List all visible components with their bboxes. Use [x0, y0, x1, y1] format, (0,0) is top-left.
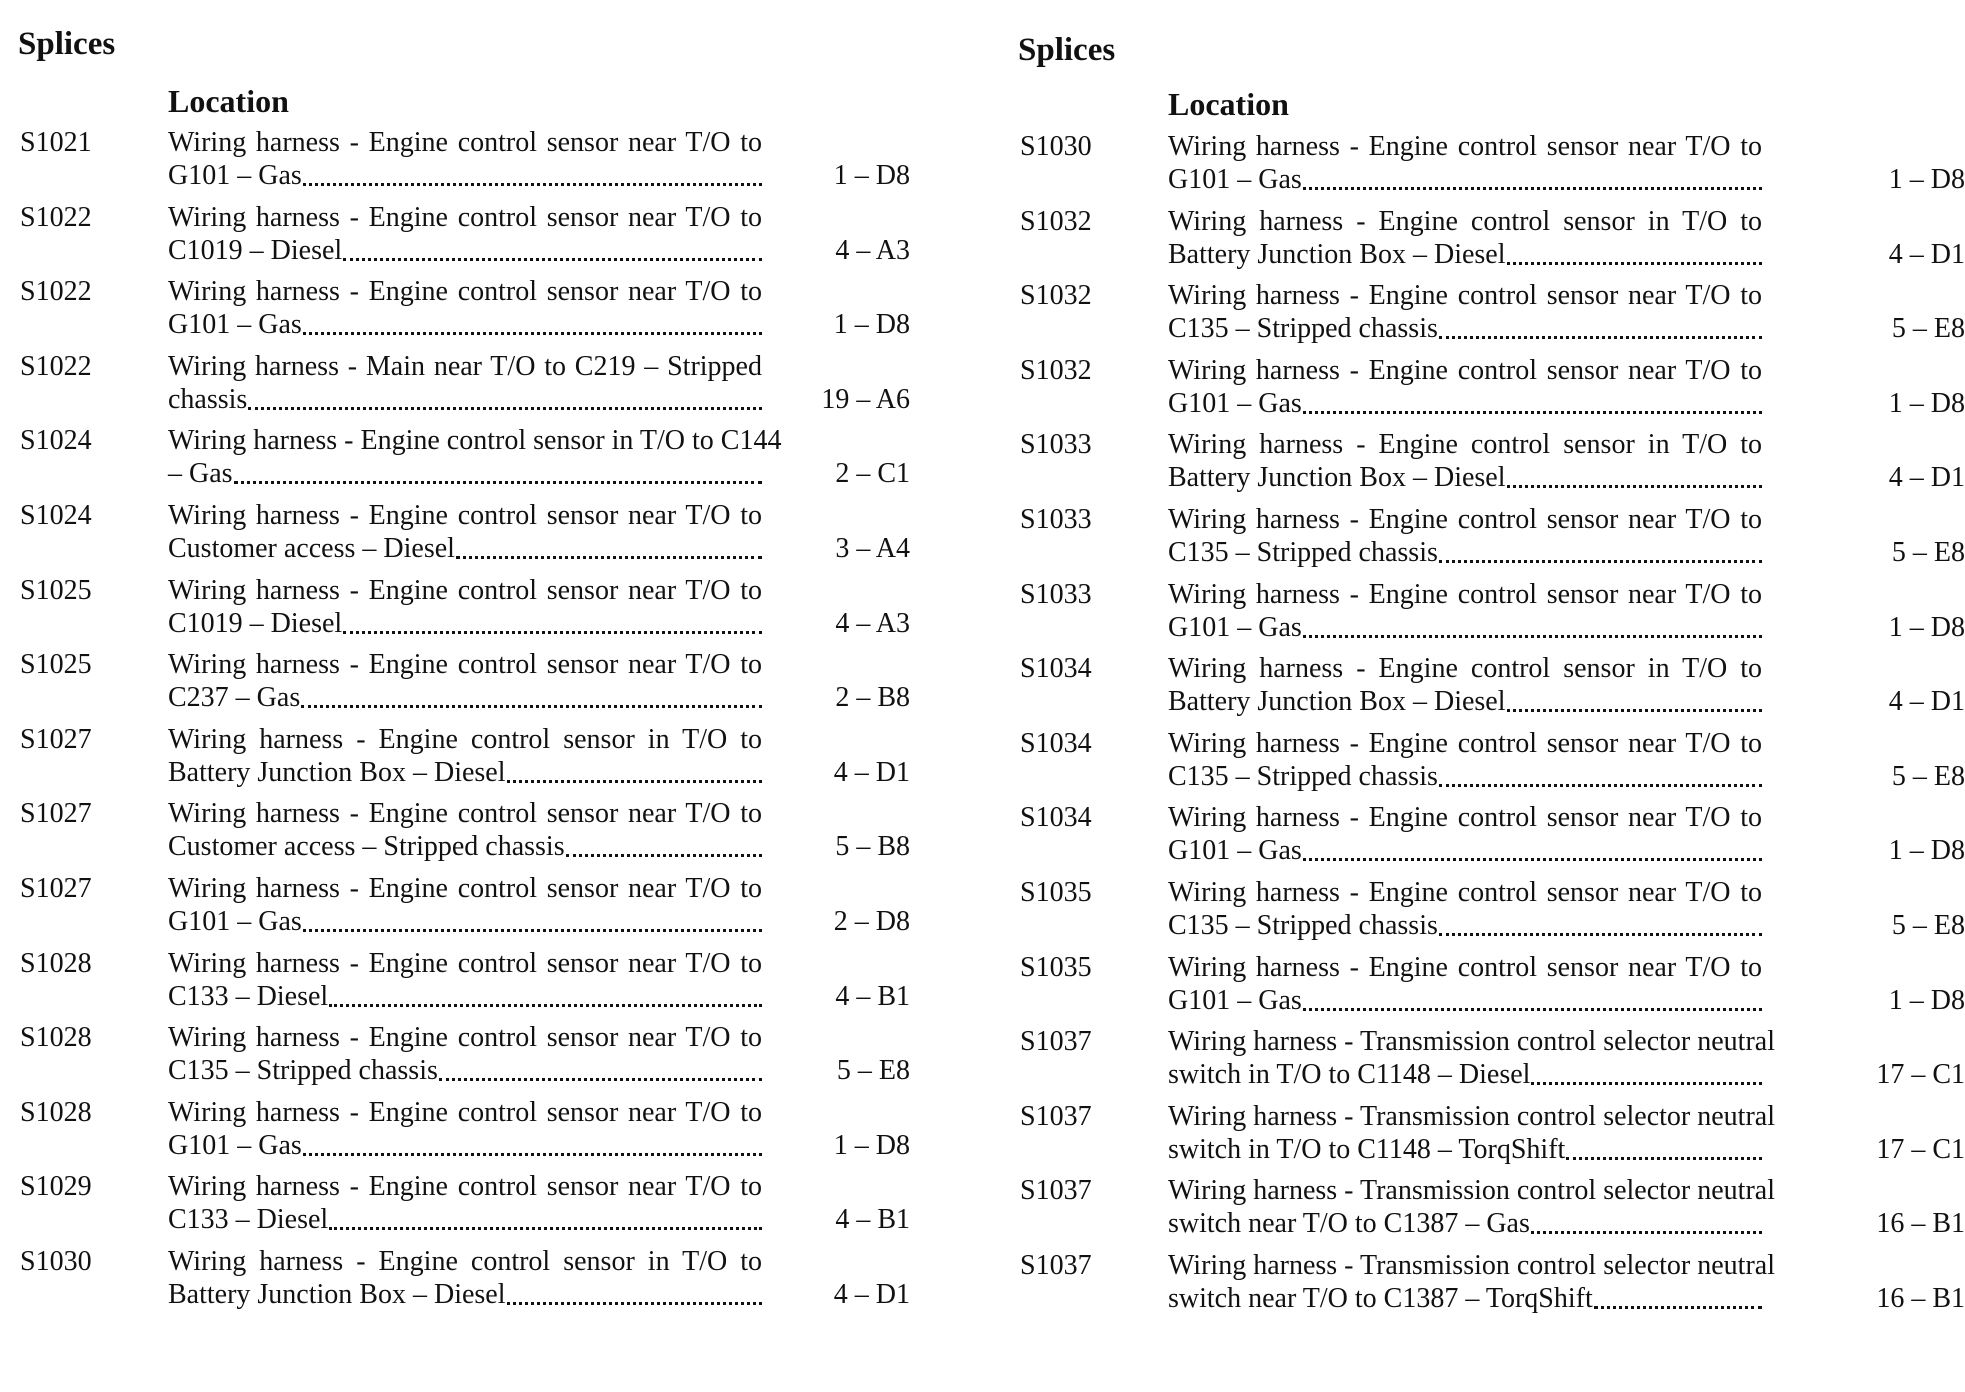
location-line-2: [168, 308, 762, 341]
splice-location: [1168, 1249, 1775, 1315]
location-line-2-text: C1019 – Diesel: [168, 607, 343, 639]
splice-location: [1168, 428, 1762, 494]
splice-location: [168, 1170, 762, 1236]
dot-leader: [303, 905, 762, 932]
dot-leader: [1303, 163, 1762, 190]
splice-row: [0, 1170, 940, 1245]
location-line-2: [168, 681, 762, 714]
splice-row: [0, 275, 940, 350]
location-line-1: Wiring harness - Engine control sensor near T/O to: [168, 947, 762, 979]
page-reference: 1 – D8: [1888, 164, 1965, 195]
splice-list: [1000, 130, 1965, 1324]
splice-id: S1032: [1020, 280, 1092, 312]
splice-id: S1034: [1020, 653, 1092, 685]
splice-id: S1024: [20, 425, 92, 457]
location-line-2: [168, 234, 762, 267]
splice-location: [1168, 130, 1762, 196]
splice-id: S1035: [1020, 951, 1092, 983]
page-reference: 1 – D8: [1888, 984, 1965, 1016]
splice-location: [1168, 652, 1762, 718]
location-line-2: [1168, 461, 1762, 494]
dot-leader: [329, 1203, 762, 1230]
location-line-2: [168, 1129, 762, 1162]
splice-row: [1000, 130, 1965, 205]
splice-list: [0, 126, 940, 1320]
splice-row: [1000, 205, 1965, 280]
dot-leader: [1439, 536, 1762, 563]
location-line-2: [1168, 1133, 1762, 1166]
page-reference: 16 – B1: [1876, 1208, 1965, 1240]
splice-id: S1025: [20, 649, 92, 681]
location-column-header: Location: [1168, 86, 1289, 122]
dot-leader: [343, 607, 762, 634]
splice-location: [168, 872, 762, 938]
splice-location: [168, 648, 762, 714]
dot-leader: [303, 1129, 762, 1156]
location-line-2: [1168, 760, 1762, 793]
page-reference: 1 – D8: [833, 160, 910, 191]
splice-id: S1033: [1020, 503, 1092, 535]
dot-leader: [1439, 760, 1762, 787]
dot-leader: [507, 756, 762, 783]
splice-location: [168, 723, 762, 789]
splice-row: [1000, 279, 1965, 354]
splice-row: [0, 947, 940, 1022]
location-line-2: [1168, 611, 1762, 644]
page-reference: 2 – D8: [833, 905, 910, 937]
splice-location: [1168, 951, 1762, 1017]
splice-location: [1168, 354, 1762, 420]
splice-id: S1027: [20, 798, 92, 830]
dot-leader: [1531, 1207, 1762, 1234]
location-line-2-text: Customer access – Diesel: [168, 532, 455, 564]
page-reference: 17 – C1: [1876, 1059, 1965, 1091]
location-line-2: [168, 383, 762, 416]
location-line-1: Wiring harness - Engine control sensor near T/O to: [1168, 280, 1762, 312]
location-line-2-text: Battery Junction Box – Diesel: [168, 756, 506, 788]
location-line-2-text: C135 – Stripped chassis: [1168, 909, 1438, 941]
dot-leader: [303, 159, 762, 186]
dot-leader: [456, 532, 762, 559]
page-reference: 5 – E8: [1891, 313, 1965, 345]
splice-id: S1025: [20, 574, 92, 606]
page-reference: 1 – D8: [1888, 835, 1965, 867]
page-reference: 5 – B8: [835, 831, 910, 863]
location-line-2: [1168, 536, 1762, 569]
splice-row: [1000, 727, 1965, 802]
location-line-1: Wiring harness - Engine control sensor near T/O to: [168, 201, 762, 233]
page-reference: 4 – D1: [1888, 238, 1965, 270]
dot-leader: [1303, 984, 1762, 1011]
splice-location: [168, 574, 762, 640]
splice-row: [1000, 1100, 1965, 1175]
dot-leader: [439, 1054, 762, 1081]
page-reference: 2 – B8: [835, 682, 910, 714]
splice-row: [0, 1245, 940, 1320]
location-line-2-text: switch near T/O to C1387 – Gas: [1168, 1208, 1530, 1240]
splice-row: [1000, 1025, 1965, 1100]
location-line-2-text: – Gas: [168, 458, 233, 490]
dot-leader: [1303, 387, 1762, 414]
location-line-2-text: C135 – Stripped chassis: [168, 1055, 438, 1087]
location-line-2-text: G101 – Gas: [168, 905, 302, 937]
location-line-2-text: C1019 – Diesel: [168, 234, 343, 266]
location-line-1: Wiring harness - Engine control sensor near T/O to: [1168, 727, 1762, 759]
splice-row: [1000, 951, 1965, 1026]
splice-location: [168, 350, 762, 416]
splice-id: S1028: [20, 1096, 92, 1128]
splice-row: [1000, 354, 1965, 429]
location-line-2: [1168, 909, 1762, 942]
location-line-1: Wiring harness - Engine control sensor near T/O to: [1168, 131, 1762, 162]
splice-location: [1168, 205, 1762, 271]
location-line-1: Wiring harness - Engine control sensor near T/O to: [1168, 578, 1762, 610]
location-line-2-text: C133 – Diesel: [168, 980, 329, 1012]
location-line-2-text: C133 – Diesel: [168, 1204, 329, 1236]
location-line-2: [1168, 238, 1762, 271]
page-reference: 5 – E8: [1891, 536, 1965, 568]
splice-location: [1168, 1025, 1775, 1091]
page-reference: 17 – C1: [1876, 1133, 1965, 1165]
location-line-2-text: C135 – Stripped chassis: [1168, 313, 1438, 345]
location-line-2-text: G101 – Gas: [168, 160, 302, 191]
location-line-1: Wiring harness - Engine control sensor in T/O to: [168, 1245, 762, 1277]
location-line-2-text: G101 – Gas: [168, 1129, 302, 1161]
dot-leader: [507, 1278, 762, 1305]
splice-id: S1028: [20, 1022, 92, 1054]
page-reference: 5 – E8: [1891, 760, 1965, 792]
location-line-1: Wiring harness - Engine control sensor near T/O to: [168, 798, 762, 830]
page-reference: 1 – D8: [833, 1129, 910, 1161]
location-line-1: Wiring harness - Engine control sensor in T/O to: [1168, 205, 1762, 237]
splice-row: [1000, 578, 1965, 653]
splice-id: S1021: [20, 127, 92, 158]
dot-leader: [301, 681, 762, 708]
splice-id: S1037: [1020, 1249, 1092, 1281]
location-line-2: [1168, 1207, 1762, 1240]
page-reference: 19 – A6: [821, 383, 910, 415]
location-line-2: [1168, 1058, 1762, 1091]
location-line-1: Wiring harness - Engine control sensor near T/O to: [1168, 354, 1762, 386]
splice-row: [0, 201, 940, 276]
section-heading: Splices: [18, 26, 116, 62]
location-line-1: Wiring harness - Transmission control selector neutral: [1168, 1175, 1775, 1207]
splice-id: S1027: [20, 872, 92, 904]
location-line-1: Wiring harness - Engine control sensor in T/O to: [1168, 429, 1762, 461]
location-line-2: [168, 159, 762, 192]
splice-row: [1000, 503, 1965, 578]
splice-row: [1000, 1174, 1965, 1249]
location-line-1: Wiring harness - Engine control sensor near T/O to: [1168, 876, 1762, 908]
location-line-1: Wiring harness - Engine control sensor near T/O to: [168, 649, 762, 681]
page-reference: 16 – B1: [1876, 1282, 1965, 1314]
splice-row: [0, 350, 940, 425]
splice-location: [168, 201, 762, 267]
dot-leader: [329, 980, 762, 1007]
splice-row: [0, 126, 940, 201]
splice-id: S1030: [1020, 131, 1092, 162]
location-line-2: [168, 607, 762, 640]
location-line-2: [1168, 984, 1762, 1017]
splice-location: [1168, 1100, 1775, 1166]
dot-leader: [1507, 461, 1762, 488]
splice-location: [1168, 801, 1762, 867]
location-line-2: [168, 1054, 762, 1087]
splice-location: [168, 1021, 762, 1087]
splice-id: S1032: [1020, 354, 1092, 386]
dot-leader: [1439, 312, 1762, 339]
splice-id: S1033: [1020, 429, 1092, 461]
splice-row: [1000, 876, 1965, 951]
splice-id: S1024: [20, 499, 92, 531]
location-line-2-text: C135 – Stripped chassis: [1168, 760, 1438, 792]
location-line-1: Wiring harness - Engine control sensor near T/O to: [1168, 802, 1762, 834]
splice-location: [168, 275, 762, 341]
splice-location: [168, 126, 762, 192]
location-line-2-text: C237 – Gas: [168, 682, 301, 714]
splice-row: [0, 872, 940, 947]
splice-row: [0, 648, 940, 723]
location-line-1: Wiring harness - Engine control sensor near T/O to: [168, 1171, 762, 1203]
dot-leader: [1303, 611, 1762, 638]
location-line-1: Wiring harness - Transmission control selector neutral: [1168, 1026, 1775, 1058]
location-line-2-text: G101 – Gas: [1168, 984, 1302, 1016]
splice-id: S1034: [1020, 727, 1092, 759]
page-reference: 4 – A3: [835, 234, 910, 266]
location-line-2-text: Customer access – Stripped chassis: [168, 831, 565, 863]
location-line-2-text: Battery Junction Box – Diesel: [1168, 462, 1506, 494]
splice-id: S1032: [1020, 205, 1092, 237]
location-line-1: Wiring harness - Main near T/O to C219 – Stripped: [168, 350, 762, 382]
splice-location: [1168, 727, 1762, 793]
location-line-1: Wiring harness - Engine control sensor in T/O to: [1168, 653, 1762, 685]
location-line-1: Wiring harness - Transmission control selector neutral: [1168, 1249, 1775, 1281]
location-line-2-text: C135 – Stripped chassis: [1168, 536, 1438, 568]
location-line-2-text: Battery Junction Box – Diesel: [1168, 238, 1506, 270]
splice-location: [168, 1245, 762, 1311]
right-column: [1000, 0, 1965, 1392]
location-line-2-text: chassis: [168, 383, 248, 415]
location-line-2-text: switch in T/O to C1148 – TorqShift: [1168, 1133, 1566, 1165]
splice-row: [0, 1096, 940, 1171]
page-reference: 4 – D1: [1888, 686, 1965, 718]
location-line-2-text: Battery Junction Box – Diesel: [1168, 686, 1506, 718]
splice-id: S1030: [20, 1245, 92, 1277]
dot-leader: [1531, 1058, 1762, 1085]
location-line-2-text: G101 – Gas: [1168, 387, 1302, 419]
dot-leader: [1566, 1133, 1762, 1160]
page-reference: 5 – E8: [1891, 909, 1965, 941]
page-reference: 1 – D8: [1888, 611, 1965, 643]
location-line-2: [1168, 685, 1762, 718]
location-line-1: Wiring harness - Engine control sensor near T/O to: [168, 872, 762, 904]
page-reference: 3 – A4: [835, 532, 910, 564]
location-line-2: [1168, 387, 1762, 420]
location-line-2-text: G101 – Gas: [1168, 164, 1302, 195]
splice-id: S1037: [1020, 1100, 1092, 1132]
page-reference: 4 – A3: [835, 607, 910, 639]
location-line-2: [168, 1278, 762, 1311]
page-reference: 4 – B1: [835, 980, 910, 1012]
location-line-1: Wiring harness - Transmission control selector neutral: [1168, 1100, 1775, 1132]
splice-id: S1028: [20, 947, 92, 979]
splice-location: [168, 1096, 762, 1162]
dot-leader: [1594, 1282, 1762, 1309]
page-reference: 4 – B1: [835, 1204, 910, 1236]
splice-id: S1034: [1020, 802, 1092, 834]
splice-id: S1033: [1020, 578, 1092, 610]
splice-location: [168, 947, 762, 1013]
location-line-2-text: G101 – Gas: [1168, 611, 1302, 643]
location-line-1: Wiring harness - Engine control sensor near T/O to: [168, 499, 762, 531]
splice-row: [0, 424, 940, 499]
dot-leader: [1439, 909, 1762, 936]
page-reference: 4 – D1: [833, 1278, 910, 1310]
splice-row: [1000, 801, 1965, 876]
location-line-2: [168, 756, 762, 789]
splice-location: [1168, 279, 1762, 345]
location-line-2: [168, 457, 762, 490]
dot-leader: [1303, 834, 1762, 861]
location-line-1: Wiring harness - Engine control sensor near T/O to: [1168, 503, 1762, 535]
splice-row: [0, 723, 940, 798]
location-line-1: Wiring harness - Engine control sensor in T/O to: [168, 723, 762, 755]
splice-row: [0, 797, 940, 872]
location-line-2: [1168, 1282, 1762, 1315]
splice-id: S1037: [1020, 1175, 1092, 1207]
location-line-1: Wiring harness - Engine control sensor near T/O to: [168, 127, 762, 158]
dot-leader: [1507, 238, 1762, 265]
location-line-2-text: G101 – Gas: [168, 309, 302, 341]
page-reference: 4 – D1: [1888, 462, 1965, 494]
location-line-1: Wiring harness - Engine control sensor near T/O to: [168, 1096, 762, 1128]
dot-leader: [566, 830, 762, 857]
left-column: [0, 0, 940, 1392]
location-line-2: [168, 905, 762, 938]
page-reference: 1 – D8: [1888, 387, 1965, 419]
splice-location: [1168, 1174, 1775, 1240]
splice-location: [1168, 578, 1762, 644]
splice-row: [0, 574, 940, 649]
location-line-2-text: G101 – Gas: [1168, 835, 1302, 867]
location-line-2: [1168, 834, 1762, 867]
location-line-1: Wiring harness - Engine control sensor near T/O to: [168, 276, 762, 308]
page-reference: 2 – C1: [835, 458, 910, 490]
splice-location: [1168, 503, 1762, 569]
splice-location: [168, 797, 762, 863]
location-line-2: [168, 980, 762, 1013]
location-line-1: Wiring harness - Engine control sensor near T/O to: [168, 1022, 762, 1054]
dot-leader: [248, 383, 762, 410]
dot-leader: [343, 234, 762, 261]
splice-id: S1022: [20, 201, 92, 233]
splice-row: [1000, 1249, 1965, 1324]
location-line-2-text: Battery Junction Box – Diesel: [168, 1278, 506, 1310]
location-line-2: [168, 532, 762, 565]
splice-row: [1000, 428, 1965, 503]
splice-id: S1035: [1020, 876, 1092, 908]
splice-id: S1029: [20, 1171, 92, 1203]
splice-row: [1000, 652, 1965, 727]
splice-id: S1037: [1020, 1026, 1092, 1058]
dot-leader: [234, 457, 762, 484]
location-column-header: Location: [168, 83, 289, 119]
splice-id: S1022: [20, 350, 92, 382]
location-line-2: [1168, 163, 1762, 196]
location-line-1: Wiring harness - Engine control sensor in T/O to C144: [168, 425, 782, 457]
splice-row: [0, 499, 940, 574]
section-heading: Splices: [1018, 32, 1116, 68]
page-reference: 4 – D1: [833, 756, 910, 788]
location-line-1: Wiring harness - Engine control sensor near T/O to: [1168, 951, 1762, 983]
splice-location: [168, 499, 762, 565]
splice-id: S1022: [20, 276, 92, 308]
location-line-2: [168, 1203, 762, 1236]
splice-id: S1027: [20, 723, 92, 755]
location-line-2: [1168, 312, 1762, 345]
splice-row: [0, 1021, 940, 1096]
page-reference: 5 – E8: [836, 1055, 910, 1087]
splice-location: [1168, 876, 1762, 942]
location-line-2-text: switch in T/O to C1148 – Diesel: [1168, 1059, 1531, 1091]
page-reference: 1 – D8: [833, 309, 910, 341]
dot-leader: [1507, 685, 1762, 712]
location-line-2: [168, 830, 762, 863]
location-line-1: Wiring harness - Engine control sensor near T/O to: [168, 574, 762, 606]
splice-location: [168, 424, 782, 490]
location-line-2-text: switch near T/O to C1387 – TorqShift: [1168, 1282, 1593, 1314]
dot-leader: [303, 308, 762, 335]
